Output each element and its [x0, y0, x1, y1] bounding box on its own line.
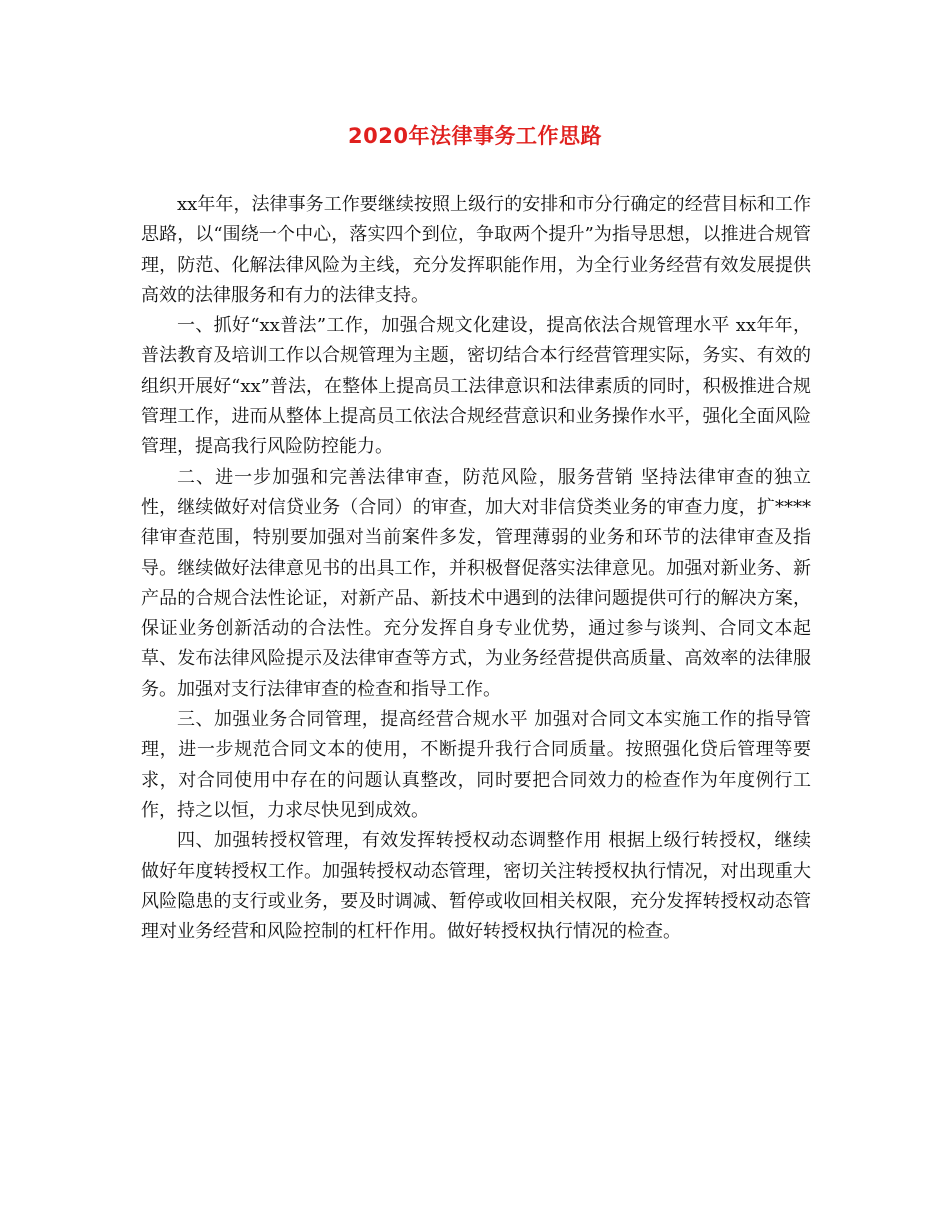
paragraph-section-2: 二、进一步加强和完善法律审查，防范风险，服务营销 坚持法律审查的独立性，继续做好对信贷业务（合同）的审查，加大对非信贷类业务的审查力度，扩****律审查范围，特别要加强对当前案件多发，管理薄弱的业务和环节的法律审查及指导。继续做好法律意见书的出具工作，并积极督促落实法律意见。加强对新业务、新产品的合规合法性论证，对新产品、新技术中遇到的法律问题提供可行的解决方案，保证业务创新活动的合法性。充分发挥自身专业优势，通过参与谈判、合同文本起草、发布法律风险提示及法律审查等方式，为业务经营提供高质量、高效率的法律服务。加强对支行法律审查的检查和指导工作。	[141, 466, 811, 700]
paragraph-intro: xx年年，法律事务工作要继续按照上级行的安排和市分行确定的经营目标和工作思路，以“围绕一个中心，落实四个到位，争取两个提升”为指导思想，以推进合规管理，防范、化解法律风险为主线，充分发挥职能作用，为全行业务经营有效发展提供高效的法律服务和有力的法律支持。	[141, 194, 811, 306]
paragraph-section-3: 三、加强业务合同管理，提高经营合规水平 加强对合同文本实施工作的指导管理，进一步规范合同文本的使用，不断提升我行合同质量。按照强化贷后管理等要求，对合同使用中存在的问题认真整改，同时要把合同效力的检查作为年度例行工作，持之以恒，力求尽快见到成效。	[141, 709, 811, 821]
paragraph-section-4: 四、加强转授权管理，有效发挥转授权动态调整作用 根据上级行转授权，继续做好年度转授权工作。加强转授权动态管理，密切关注转授权执行情况，对出现重大风险隐患的支行或业务，要及时调减、暂停或收回相关权限，充分发挥转授权动态管理对业务经营和风险控制的杠杆作用。做好转授权执行情况的检查。	[141, 830, 811, 943]
document-body	[141, 190, 811, 947]
document-title: 2020年法律事务工作思路	[348, 124, 602, 148]
paragraph-section-1: 一、抓好“xx普法”工作，加强合规文化建设，提高依法合规管理水平 xx年年，普法教育及培训工作以合规管理为主题，密切结合本行经营管理实际，务实、有效的组织开展好“xx”普法，在整体上提高员工法律意识和法律素质的同时，积极推进合规管理工作，进而从整体上提高员工依法合规经营意识和业务操作水平，强化全面风险管理，提高我行风险防控能力。	[141, 315, 811, 458]
